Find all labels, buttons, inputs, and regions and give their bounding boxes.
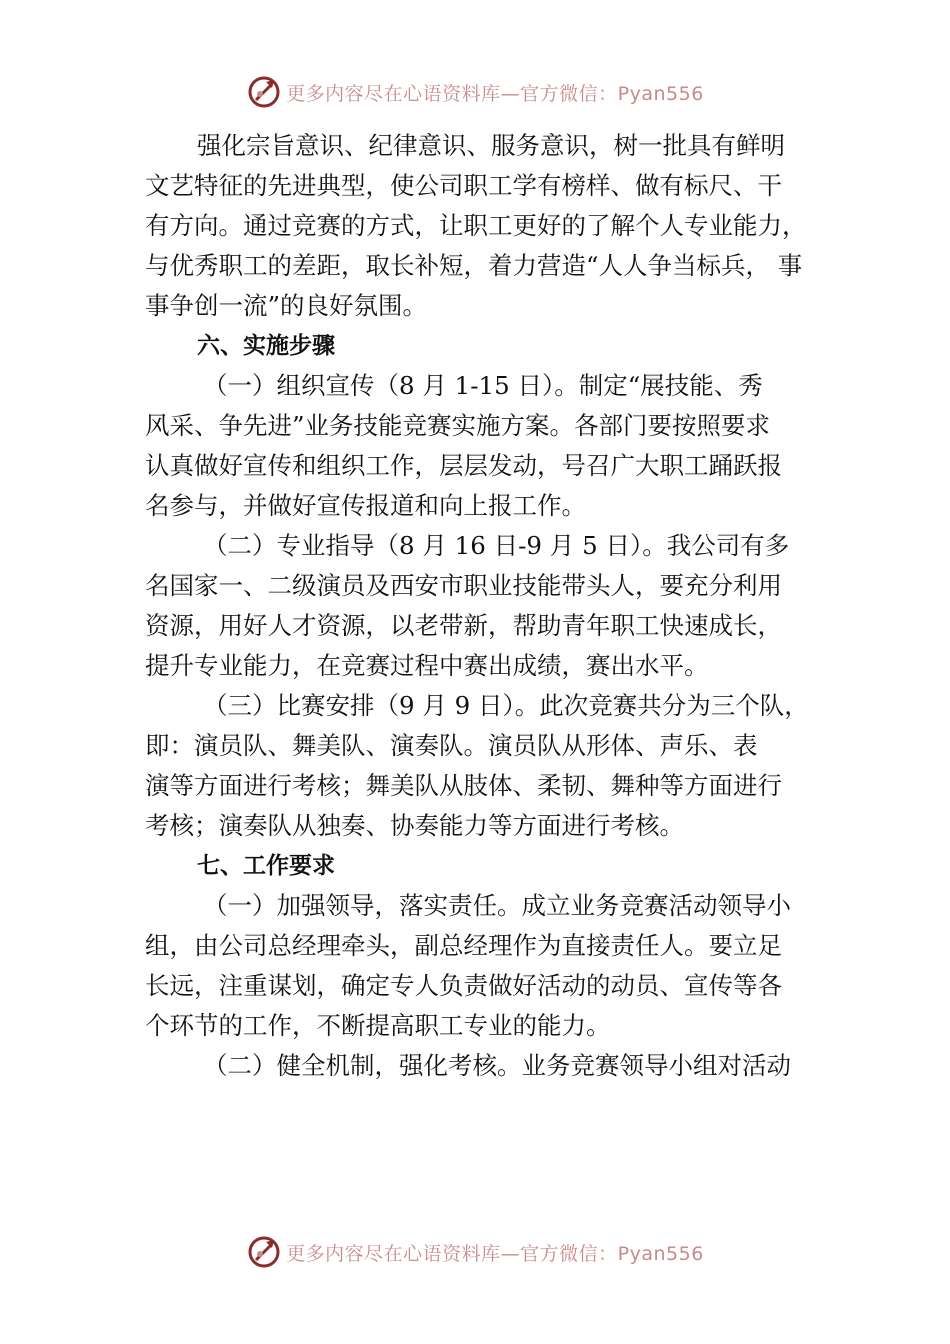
- section-heading: 六、实施步骤: [197, 333, 335, 359]
- text-line: 组，由公司总经理牵头，副总经理作为直接责任人。要立足: [145, 931, 782, 960]
- text-line: 资源，用好人才资源，以老带新，帮助青年职工快速成长，: [145, 611, 782, 640]
- text-line: 有方向。通过竞赛的方式，让职工更好的了解个人专业能力，: [145, 211, 807, 240]
- text-line: 演等方面进行考核；舞美队从肢体、柔韧、舞种等方面进行: [145, 771, 782, 800]
- document-body: [145, 126, 810, 1086]
- text-line: （二）健全机制，强化考核。业务竞赛领导小组对活动: [203, 1051, 791, 1080]
- watermark-text: 更多内容尽在心语资料库—官方微信：Pyan556: [286, 1242, 704, 1265]
- logo-icon: [246, 1234, 282, 1270]
- text-line: 与优秀职工的差距，取长补短，着力营造“人人争当标兵， 事: [145, 251, 803, 280]
- section-heading: 七、工作要求: [197, 853, 335, 879]
- text-line: 认真做好宣传和组织工作，层层发动，号召广大职工踊跃报: [145, 451, 782, 480]
- text-line: （一）组织宣传（8 月 1-15 日）。制定“展技能、秀: [203, 371, 763, 400]
- text-line: （一）加强领导，落实责任。成立业务竞赛活动领导小: [203, 891, 791, 920]
- logo-icon: [246, 74, 282, 110]
- header-watermark: [0, 72, 950, 112]
- text-line: 个环节的工作，不断提高职工专业的能力。: [145, 1011, 611, 1040]
- text-line: （三）比赛安排（9 月 9 日）。此次竞赛共分为三个队，: [203, 691, 809, 720]
- footer-watermark: [0, 1232, 950, 1272]
- text-line: 即：演员队、舞美队、演奏队。演员队从形体、声乐、表: [145, 731, 758, 760]
- text-line: 强化宗旨意识、纪律意识、服务意识，树一批具有鲜明: [197, 131, 785, 160]
- watermark-text: 更多内容尽在心语资料库—官方微信：Pyan556: [286, 82, 704, 105]
- text-line: （二）专业指导（8 月 16 日-9 月 5 日）。我公司有多: [203, 531, 790, 560]
- text-line: 名国家一、二级演员及西安市职业技能带头人，要充分利用: [145, 571, 782, 600]
- text-line: 提升专业能力，在竞赛过程中赛出成绩，赛出水平。: [145, 651, 709, 680]
- text-line: 考核；演奏队从独奏、协奏能力等方面进行考核。: [145, 811, 684, 840]
- text-line: 长远，注重谋划，确定专人负责做好活动的动员、宣传等各: [145, 971, 782, 1000]
- text-line: 文艺特征的先进典型，使公司职工学有榜样、做有标尺、干: [145, 171, 782, 200]
- text-line: 事争创一流”的良好氛围。: [145, 291, 428, 320]
- text-line: 名参与，并做好宣传报道和向上报工作。: [145, 491, 586, 520]
- text-line: 风采、争先进”业务技能竞赛实施方案。各部门要按照要求: [145, 411, 771, 440]
